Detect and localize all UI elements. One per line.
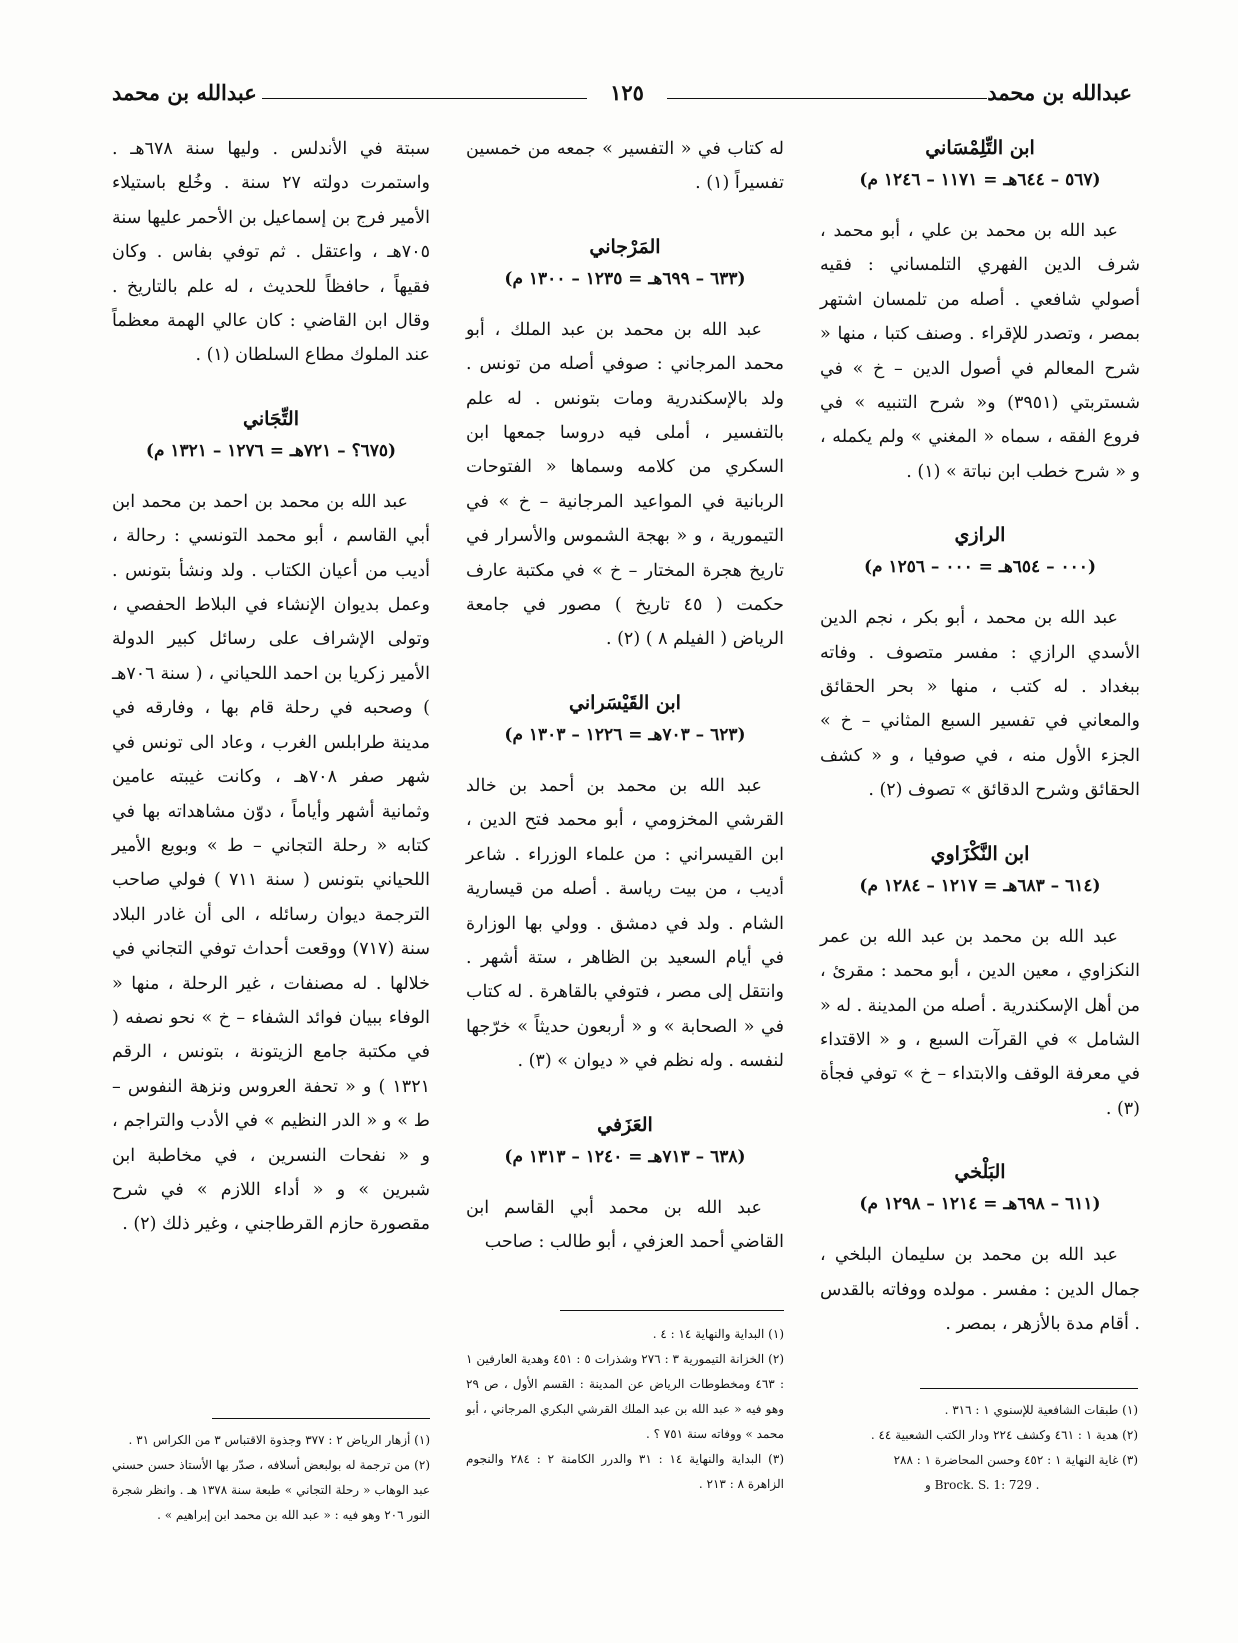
entry-title: الرازي <box>954 524 1006 547</box>
entry-body: عبد الله بن محمد بن احمد بن محمد ابن أبي القاسم ، أبو محمد التونسي : رحالة ، أديب من أعيان الكتاب . ولد ونشأ بتونس . وعمل بديوان الإنشاء في البلاط الحفصي ، وتولى الإشراف على رسائل كبير الدولة الأمير زكريا بن احمد اللحياني ، ( سنة ٧٠٦هـ ) وصحبه في رحلة قام بها ، وفارقه في مدينة طرابلس الغرب ، وعاد الى تونس في شهر صفر ٧٠٨هـ ، وكانت غيبته عامين وثمانية أشهر وأياماً ، دوّن مشاهداته بها في كتابه « رحلة التجاني – ط » وبويع الأمير اللحياني بتونس ( سنة ٧١١ ) فولي صاحب الترجمة ديوان رسائله ، الى أن غادر البلاد سنة (٧١٧) ووقعت أحداث توفي التجاني في خلالها . له مصنفات ، غير الرحلة ، منها « الوفاء ببيان فوائد الشفاء – خ » نحو نصفه ( في مكتبة جامع الزيتونة ، بتونس ، الرقم ١٣٢١ ) و « تحفة العروس ونزهة النفوس – ط » و « الدر النظيم » في الأدب والتراجم ، و « نفحات النسرين ، في مخاطبة ابن شبرين » و « أداء اللازم » في شرح مقصورة حازم القرطاجني ، وغير ذلك (٢) . <box>112 491 430 1235</box>
entry-dates: (٦٣٣ – ٦٩٩هـ = ١٢٣٥ – ١٣٠٠ م) <box>504 268 746 289</box>
footnote-rule-right <box>920 1388 1138 1389</box>
header-rule-left <box>262 98 587 99</box>
entry-dates: (٦٣٨ – ٧١٣هـ = ١٢٤٠ – ١٣١٣ م) <box>504 1146 746 1167</box>
column-right <box>820 132 1140 1341</box>
entry-tilimsani <box>820 132 1140 489</box>
entry-dates: (٠٠٠ – ٦٥٤هـ = ٠٠٠ – ١٢٥٦ م) <box>863 557 1096 578</box>
entry-dates: (٦٢٣ – ٧٠٣هـ = ١٢٢٦ – ١٣٠٣ م) <box>504 724 746 745</box>
entry-body: عبد الله بن محمد بن عبد الملك ، أبو محمد المرجاني : صوفي أصله من تونس . ولد بالإسكندرية ومات بتونس . له علم بالتفسير ، أملى فيه دروسا جمعها ابن السكري من كلامه وسماها « الفتوحات الربانية في المواعيد المرجانية – خ » في التيمورية ، و « بهجة الشموس والأسرار في تاريخ هجرة المختار – خ » في مكتبة عارف حكمت ( ٤٥ تاريخ ) مصور في جامعة الرياض ( الفيلم ٨ ) (٢) . <box>466 319 784 650</box>
footnotes-right <box>805 1398 1138 1498</box>
entry-title: العَزَفي <box>597 1113 653 1136</box>
footnote-rule-left <box>212 1418 430 1419</box>
footnote: (٣) البداية والنهاية ١٤ : ٣١ والدرر الكامنة ٢ : ٢٨٤ والنجوم الزاهرة ٨ : ٢١٣ . <box>466 1452 785 1491</box>
footnotes-left <box>112 1428 430 1528</box>
continuation-text: سبتة في الأندلس . وليها سنة ٦٧٨هـ . واستمرت دولته ٢٧ سنة . وخُلع باستيلاء الأمير فرج بن إسماعيل بن الأحمر عليها سنة ٧٠٥هـ ، واعتقل . ثم توفي بفاس . وكان فقيهاً ، حافظاً للحديث ، له علم بالتاريخ . وقال ابن القاضي : كان عالي الهمة معظماً عند الملوك مطاع السلطان (١) . <box>112 139 431 366</box>
footnotes-middle <box>466 1322 784 1497</box>
header-title-right: عبدالله بن محمد <box>987 80 1132 105</box>
entry-balkhi <box>820 1156 1140 1341</box>
header-title-left: عبدالله بن محمد <box>112 80 257 105</box>
entry-title: ابن النَّكْزَاوي <box>930 842 1030 865</box>
entry-body: عبد الله بن محمد ، أبو بكر ، نجم الدين الأسدي الرازي : مفسر متصوف . وفاته ببغداد . له كتب ، منها « بحر الحقائق والمعاني في تفسير السبع المثاني – خ » الجزء الأول منه ، في صوفيا ، و « كشف الحقائق وشرح الدقائق » تصوف (٢) . <box>820 608 1140 801</box>
footnote: و Brock. S. 1: 729 . <box>925 1478 1040 1492</box>
entry-qaysarani <box>466 687 784 1079</box>
header-rule-right <box>667 98 987 99</box>
entry-title: المَرْجاني <box>589 235 661 258</box>
entry-title: التِّجَاني <box>243 407 299 430</box>
entry-dates: (٦٧٥؟ – ٧٢١هـ = ١٢٧٦ – ١٣٢١ م) <box>145 440 397 461</box>
column-left <box>112 132 430 1242</box>
entry-dates: (٦١٤ – ٦٨٣هـ = ١٢١٧ – ١٢٨٤ م) <box>859 875 1101 896</box>
entry-marjani <box>466 231 784 657</box>
entry-body: عبد الله بن محمد بن أحمد بن خالد القرشي المخزومي ، أبو محمد فتح الدين ، ابن القيسراني : من علماء الوزراء . شاعر أديب ، من بيت رياسة . أصله من قيسارية الشام . ولد في دمشق . وولي بها الوزارة في أيام السعيد بن الظاهر ، ستة أشهر . وانتقل إلى مصر ، فتوفي بالقاهرة . له كتاب في « الصحابة » و « أربعون حديثاً » خرّجها لنفسه . وله نظم في « ديوان » (٣) . <box>466 775 784 1072</box>
footnote-rule-middle <box>560 1310 784 1311</box>
entry-dates: (٦١١ – ٦٩٨هـ = ١٢١٤ – ١٢٩٨ م) <box>859 1194 1101 1215</box>
continuation-text: له كتاب في « التفسير » جمعه من خمسين تفسيراً (١) . <box>466 139 784 194</box>
entry-body: عبد الله بن محمد بن عبد الله بن عمر النكزاوي ، معين الدين ، أبو محمد : مقرئ ، من أهل الإسكندرية . أصله من المدينة . له « الشامل » في القرآت السبع ، و « الاقتداء في معرفة الوقف والابتداء – خ » توفي فجأة (٣) . <box>820 926 1140 1119</box>
footnote: (١) أزهار الرياض ٢ : ٣٧٧ وجذوة الاقتباس ٣ من الكراس ٣١ . <box>128 1433 430 1447</box>
entry-body: عبد الله بن محمد بن علي ، أبو محمد ، شرف الدين الفهري التلمساني : فقيه أصولي شافعي . أصله من تلمسان اشتهر بمصر ، وتصدر للإقراء . وصنف كتبا ، منها « شرح المعالم في أصول الدين – خ » في شستربتي (٣٩٥١) و« شرح التنبيه » في فروع الفقه ، سماه « المغني » ولم يكمله ، و « شرح خطب ابن نباتة » (١) . <box>820 221 1140 482</box>
footnote: (٢) من ترجمة له بولبعض أسلافه ، صدّر بها الأستاذ حسن حسني عبد الوهاب « رحلة التجاني » طبعة سنة ١٣٧٨ هـ . وانظر شجرة النور ٢٠٦ وهو فيه : « عبد الله بن محمد ابن إبراهيم » . <box>112 1458 430 1522</box>
entry-body: عبد الله بن محمد أبي القاسم ابن القاضي أحمد العزفي ، أبو طالب : صاحب <box>466 1197 784 1252</box>
footnote: (٢) الخزانة التيمورية ٣ : ٢٧٦ وشذرات ٥ : ٤٥١ وهدية العارفين ١ : ٤٦٣ ومخطوطات الرياض عن المدينة : القسم الأول ، ص ٢٩ وهو فيه « عبد الله بن عبد الملك القرشي البكري المرجاني ، أبو محمد » ووفاته سنة ٧٥١ ؟ . <box>466 1352 785 1441</box>
entry-title: ابن القَيْسَراني <box>569 691 681 714</box>
entry-dates: (٥٦٧ – ٦٤٤هـ = ١١٧١ – ١٢٤٦ م) <box>859 170 1101 190</box>
footnote: (١) طبقات الشافعية للإسنوي ١ : ٣١٦ . <box>944 1403 1138 1417</box>
page-number: ١٢٥ <box>610 80 644 105</box>
running-header <box>112 80 1132 110</box>
entry-nakzawi <box>820 838 1140 1126</box>
footnote: (١) البداية والنهاية ١٤ : ٤ . <box>652 1327 784 1341</box>
entry-razi <box>820 519 1140 807</box>
column-middle <box>466 132 784 1259</box>
entry-title: البَلْخي <box>954 1161 1006 1184</box>
entry-title: ابن التِّلِمْسَاني <box>925 137 1035 159</box>
footnote: (٣) غاية النهاية ١ : ٤٥٢ وحسن المحاضرة ١ : ٢٨٨ <box>893 1453 1138 1467</box>
entry-body: عبد الله بن محمد بن سليمان البلخي ، جمال الدين : مفسر . مولده ووفاته بالقدس . أقام مدة بالأزهر ، بمصر . <box>820 1245 1140 1334</box>
footnote: (٢) هدية ١ : ٤٦١ وكشف ٢٢٤ ودار الكتب الشعبية ٤٤ . <box>870 1428 1138 1442</box>
entry-tijani <box>112 403 430 1242</box>
entry-azafi <box>466 1109 784 1260</box>
